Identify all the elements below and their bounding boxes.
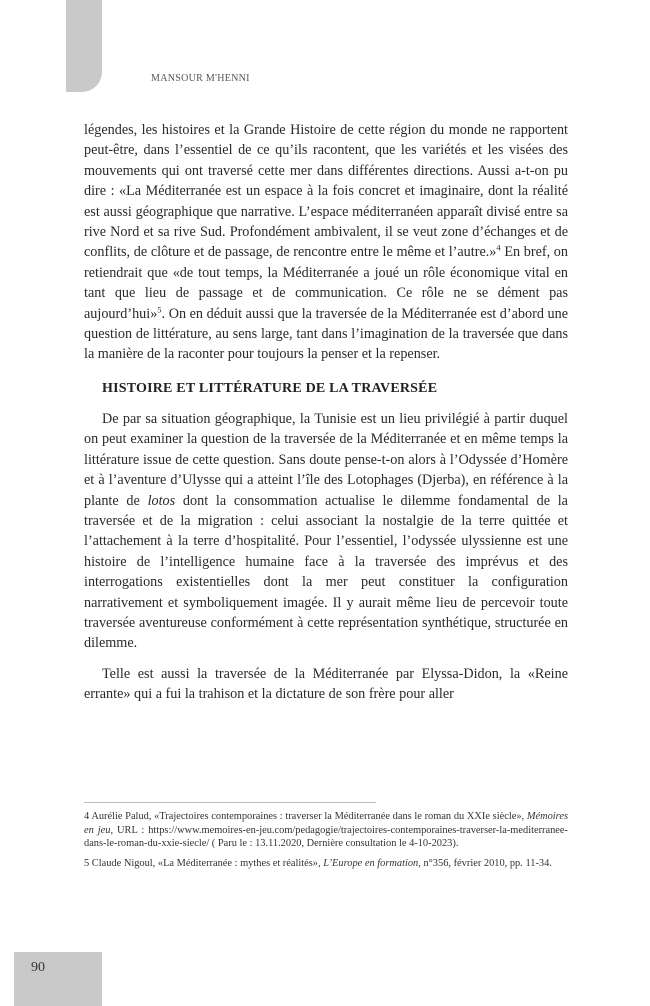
top-page-tab bbox=[66, 0, 102, 92]
running-head-author: MANSOUR M'HENNI bbox=[151, 73, 250, 84]
footnotes bbox=[84, 810, 568, 876]
paragraph-3: Telle est aussi la traversée de la Méditerranée par Elyssa-Didon, la «Reine errante» qui a fui la trahison et la dictature de son frère pour aller bbox=[84, 665, 568, 703]
footnote-4: 4 Aurélie Palud, «Trajectoires contemporaines : traverser la Méditerranée dans le roman du XXIe siècle», Mémoires en jeu, URL : https://www.memoires-en-jeu.com/pedagogie/trajectoires-contemporaines-traverser-la-mediterranee-dans-le-roman-du-xxie-siecle/ ( Paru le : 13.11.2020, Dernière consultation le 4-10-2023). bbox=[84, 811, 568, 850]
footnote-ref-5[interactable]: 5 bbox=[157, 303, 162, 314]
page-number-tab bbox=[14, 952, 102, 1006]
footnote-ref-4[interactable]: 4 bbox=[496, 242, 501, 253]
page-number: 90 bbox=[31, 960, 45, 975]
footnote-5: 5 Claude Nigoul, «La Méditerranée : mythes et réalités», L’Europe en formation, n°356, février 2010, pp. 11-34. bbox=[84, 857, 552, 869]
footnote-separator bbox=[84, 802, 376, 803]
body-text bbox=[84, 120, 568, 705]
section-heading: HISTOIRE ET LITTÉRATURE DE LA TRAVERSÉE bbox=[102, 380, 438, 396]
paragraph-2: De par sa situation géographique, la Tunisie est un lieu privilégié à partir duquel on peut examiner la question de la traversée de la Méditerranée et en même temps la littérature issue de cette question. Sans doute pense-t-on alors à l’Odyssée d’Homère et à l’aventure d’Ulysse qui a atteint l’île des Lotophages (Djerba), en référence à la plante de lotos dont la consommation actualise le dilemme fondamental de la traversée et de la migration : celui associant la nostalgie de la terre quittée et l’attachement à la terre d’hospitalité. Pour l’essentiel, l’odyssée ulyssienne est une histoire de l’intelligence humaine face à la traversée des imprévus et des interrogations existentielles dont la mer peut constituer la configuration narrativement et symboliquement imagée. Il y aurait même lieu de percevoir toute traversée aventureuse conformément à cette représentation synthétique, structurée en dilemme. bbox=[84, 410, 568, 652]
paragraph-1: légendes, les histoires et la Grande Histoire de cette région du monde ne rapportent peut-être, dans l’essentiel de ce qu’ils racontent, que les variétés et les visées des mouvements qui ont traversé cette mer dans différentes directions. Aussi a-t-on pu dire : «La Méditerranée est un espace à la fois concret et imaginaire, dont la réalité est aussi géographique que narrative. L’espace méditerranéen apparaît divisé entre sa rive Nord et sa rive Sud. Profondément ambivalent, il se veut zone d’échanges et de conflits, de clôture et de passage, de rencontre entre le même et l’autre.»$^4$ En bref, on retiendrait que «de tout temps, la Méditerranée a joué un rôle économique vital en tant que lieu de passage et de communication. Ce rôle ne se dément pas aujourd’hui»$^5$. On en déduit aussi que la traversée de la Méditerranée est d’abord une question de littérature, au sens large, tant dans l’imagination de la traversée que dans la manière de la raconter pour toujours la penser et la repenser. bbox=[84, 122, 568, 363]
